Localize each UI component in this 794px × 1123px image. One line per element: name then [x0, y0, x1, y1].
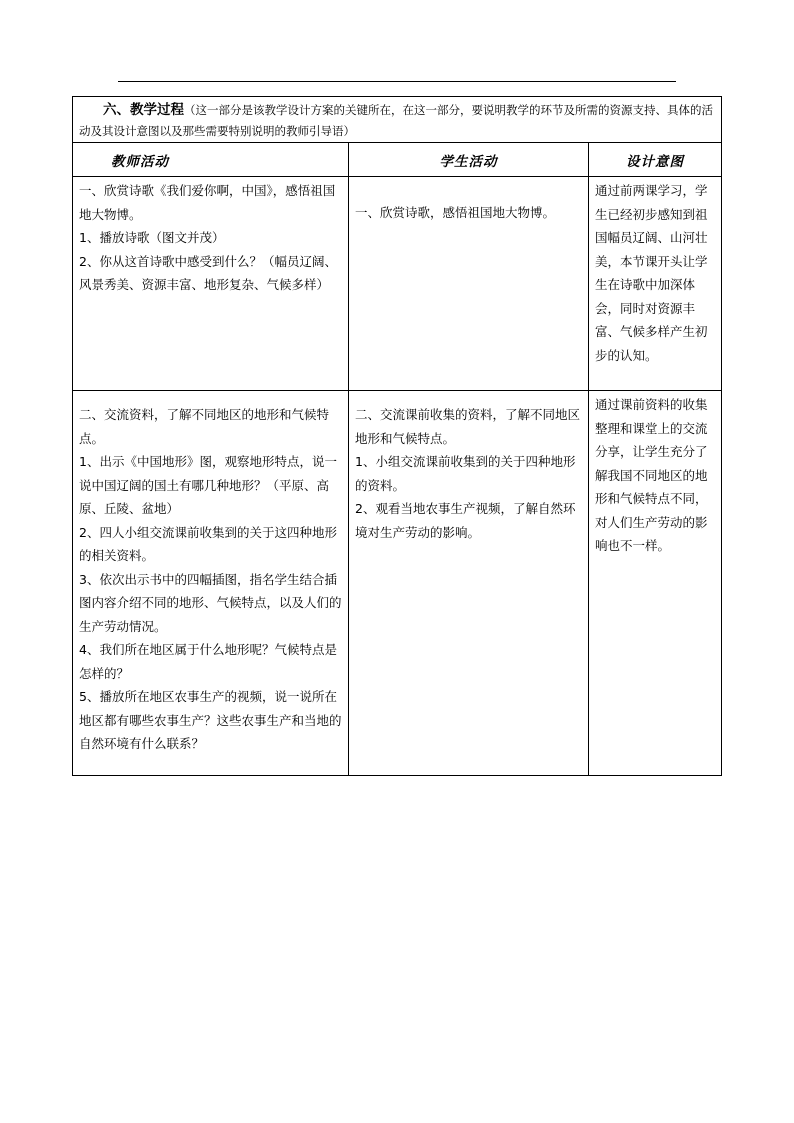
- design-intent-text: 通过前两课学习，学生已经初步感知到祖国幅员辽阔、山河壮美，本节课开头让学生在诗歌中加深体会，同时对资源丰富、气候多样产生初步的认知。: [595, 183, 708, 363]
- student-activity-cell: [349, 177, 589, 391]
- teacher-activity-text: 4、我们所在地区属于什么地形呢？气候特点是怎样的？: [79, 642, 337, 681]
- teacher-activity-text: 二、交流资料，了解不同地区的地形和气候特点。: [79, 407, 330, 446]
- teacher-activity-text: 2、你从这首诗歌中感受到什么？（幅员辽阔、风景秀美、资源丰富、地形复杂、气候多样）: [79, 253, 337, 292]
- teacher-activity-cell: [73, 177, 349, 391]
- design-intent-cell: [589, 177, 722, 391]
- table-row: [73, 177, 722, 391]
- teacher-activity-text: 5、播放所在地区农事生产的视频，说一说所在地区都有哪些农事生产？这些农事生产和当地的自然环境有什么联系？: [79, 689, 342, 751]
- table-row: [73, 391, 722, 776]
- teacher-activity-text: 3、依次出示书中的四幅插图，指名学生结合插图内容介绍不同的地形、气候特点，以及人们的生产劳动情况。: [79, 571, 342, 634]
- student-activity-text: 1、小组交流课前收集到的关于四种地形的资料。: [355, 454, 576, 493]
- student-activity-cell: [349, 391, 589, 776]
- column-header-teacher: 教师活动: [73, 143, 349, 177]
- section-note: （这一部分是该教学设计方案的关键所在，在这一部分，要说明教学的环节及所需的资源支持、具体的活动及其设计意图以及那些需要特别说明的教师引导语）: [79, 103, 713, 138]
- column-header-student: 学生活动: [349, 143, 589, 177]
- section-title-text: [79, 100, 716, 142]
- teacher-activity-cell: [73, 391, 349, 776]
- student-activity-text: 2、观看当地农事生产视频，了解自然环境对生产劳动的影响。: [355, 501, 576, 540]
- teacher-activity-text: 一、欣赏诗歌《我们爱你啊，中国》，感悟祖国地大物博。: [79, 183, 336, 222]
- teacher-activity-text: 2、四人小组交流课前收集到的关于这四种地形的相关资料。: [79, 524, 337, 563]
- section-title: 六、教学过程: [103, 102, 184, 118]
- teacher-activity-text: 1、出示《中国地形》图，观察地形特点，说一说中国辽阔的国土有哪几种地形？（平原、高原、丘陵、盆地）: [79, 454, 337, 516]
- design-intent-cell: [589, 391, 722, 776]
- student-activity-text: 二、交流课前收集的资料，了解不同地区地形和气候特点。: [355, 407, 581, 446]
- student-activity-text: 一、欣赏诗歌，感悟祖国地大物博。: [355, 205, 556, 220]
- design-intent-text: 通过课前资料的收集整理和课堂上的交流分享，让学生充分了解我国不同地区的地形和气候特点不同，对人们生产劳动的影响也不一样。: [595, 397, 708, 553]
- section-title-cell: [73, 97, 722, 143]
- teacher-activity-text: 1、播放诗歌（图文并茂）: [79, 230, 225, 245]
- header-rule: [118, 81, 676, 82]
- column-header-design: 设计意图: [589, 143, 722, 177]
- teaching-process-table: [72, 96, 722, 776]
